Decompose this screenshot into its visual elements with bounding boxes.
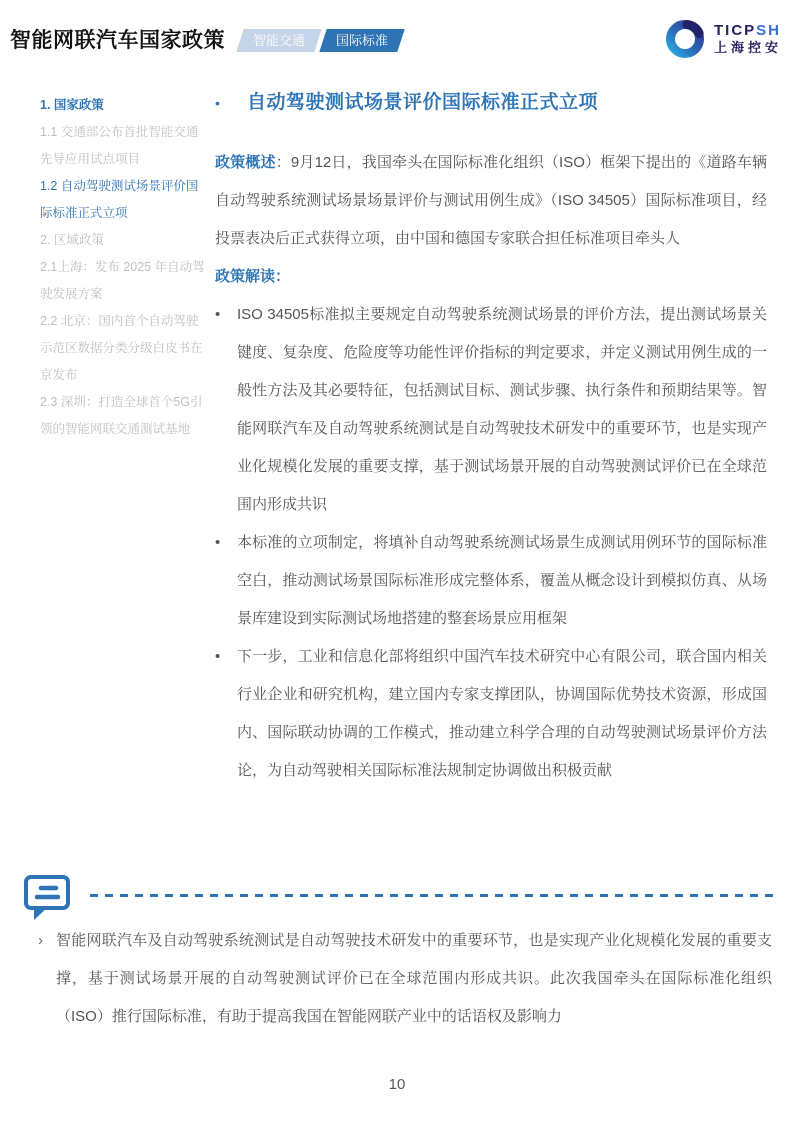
bullet-item [215, 296, 767, 524]
bullet-text: ISO 34505标准拟主要规定自动驾驶系统测试场景的评价方法，提出测试场景关键度、复杂度、危险度等功能性评价指标的判定要求，并定义测试用例生成的一般性方法及其必要特征，包括测试目标、测试步骤、执行条件和预期结果等。智能网联汽车及自动驾驶系统测试是自动驾驶技术研发中的重要环节，也是实现产业化规模化发展的重要支撑，基于测试场景开展的自动驾驶测试评价已在全球范围内形成共识 [237, 306, 767, 513]
header-tags [240, 29, 406, 52]
note-marker-icon: › [38, 932, 43, 949]
sidebar-item[interactable]: 1.1 交通部公布首批智能交通先导应用试点项目 [40, 125, 199, 166]
toc-sidebar [40, 92, 210, 443]
sidebar-item[interactable]: 2. 区域政策 [40, 233, 104, 247]
policy-overview-text: ：9月12日，我国牵头在国际标准化组织（ISO）框架下提出的《道路车辆自动驾驶系统测试场景场景评价与测试用例生成》（ISO 34505）国际标准项目，经投票表决后正式获得立项，由中国和德国专家联合担任标准项目牵头人 [215, 154, 767, 247]
header-tag [236, 29, 321, 52]
bullet-marker-icon: • [215, 306, 221, 323]
bullet-item [215, 638, 767, 790]
section-heading [215, 90, 767, 116]
section-heading-text: 自动驾驶测试场景评价国际标准正式立项 [247, 92, 599, 113]
bullet-text: 本标准的立项制定，将填补自动驾驶系统测试场景生成测试用例环节的国际标准空白，推动测试场景国际标准形成完整体系，覆盖从概念设计到模拟仿真、从场景库建设到实际测试场地搭建的整套场景应用框架 [237, 534, 767, 627]
summary-note [38, 922, 772, 1036]
header-tag-label: 国际标准 [336, 33, 389, 48]
interpretation-bullet-list [215, 296, 767, 790]
company-logo [663, 17, 782, 61]
bullet-text: 下一步，工业和信息化部将组织中国汽车技术研究中心有限公司，联合国内相关行业企业和研究机构，建立国内专家支撑团队，协调国际优势技术资源，形成国内、国际联动协调的工作模式，推动建立科学合理的自动驾驶测试场景评价方法论，为自动驾驶相关国际标准法规制定协调做出积极贡献 [237, 648, 767, 779]
bullet-item [215, 524, 767, 638]
policy-overview-label: 政策概述 [215, 154, 276, 171]
logo-text [714, 22, 782, 57]
sidebar-item[interactable]: 2.1上海：发布 2025 年自动驾驶发展方案 [40, 260, 205, 301]
header-tag [319, 29, 404, 52]
sidebar-item[interactable]: 1. 国家政策 [40, 98, 104, 112]
sidebar-item[interactable]: 2.3 深圳：打造全球首个5G引领的智能网联交通测试基地 [40, 395, 203, 436]
note-divider [22, 872, 776, 924]
page-title: 智能网联汽车国家政策 [10, 29, 225, 52]
heading-bullet-icon: • [215, 95, 220, 111]
dashed-separator [90, 894, 776, 897]
policy-overview-paragraph [215, 144, 767, 258]
logo-text-cn: 上海控安 [713, 40, 782, 56]
speech-bubble-icon [22, 872, 74, 924]
sidebar-item[interactable]: 1.2 自动驾驶测试场景评价国际标准正式立项 [40, 179, 199, 220]
note-text: 智能网联汽车及自动驾驶系统测试是自动驾驶技术研发中的重要环节，也是实现产业化规模化发展的重要支撑，基于测试场景开展的自动驾驶测试评价已在全球范围内形成共识。此次我国牵头在国际标准化组织（ISO）推行国际标准，有助于提高我国在智能网联产业中的话语权及影响力 [56, 932, 772, 1025]
bullet-marker-icon: • [215, 534, 221, 551]
policy-interpretation-label-row [215, 258, 767, 296]
swirl-logo-icon [663, 17, 707, 61]
main-content [215, 90, 767, 790]
page-number: 10 [388, 1076, 406, 1093]
bullet-marker-icon: • [215, 648, 221, 665]
logo-text-en: TICPSH [713, 21, 781, 39]
header-tag-label: 智能交通 [253, 33, 306, 48]
sidebar-item[interactable]: 2.2 北京：国内首个自动驾驶示范区数据分类分级白皮书在京发布 [40, 314, 203, 382]
policy-interpretation-label: 政策解读： [215, 268, 291, 285]
